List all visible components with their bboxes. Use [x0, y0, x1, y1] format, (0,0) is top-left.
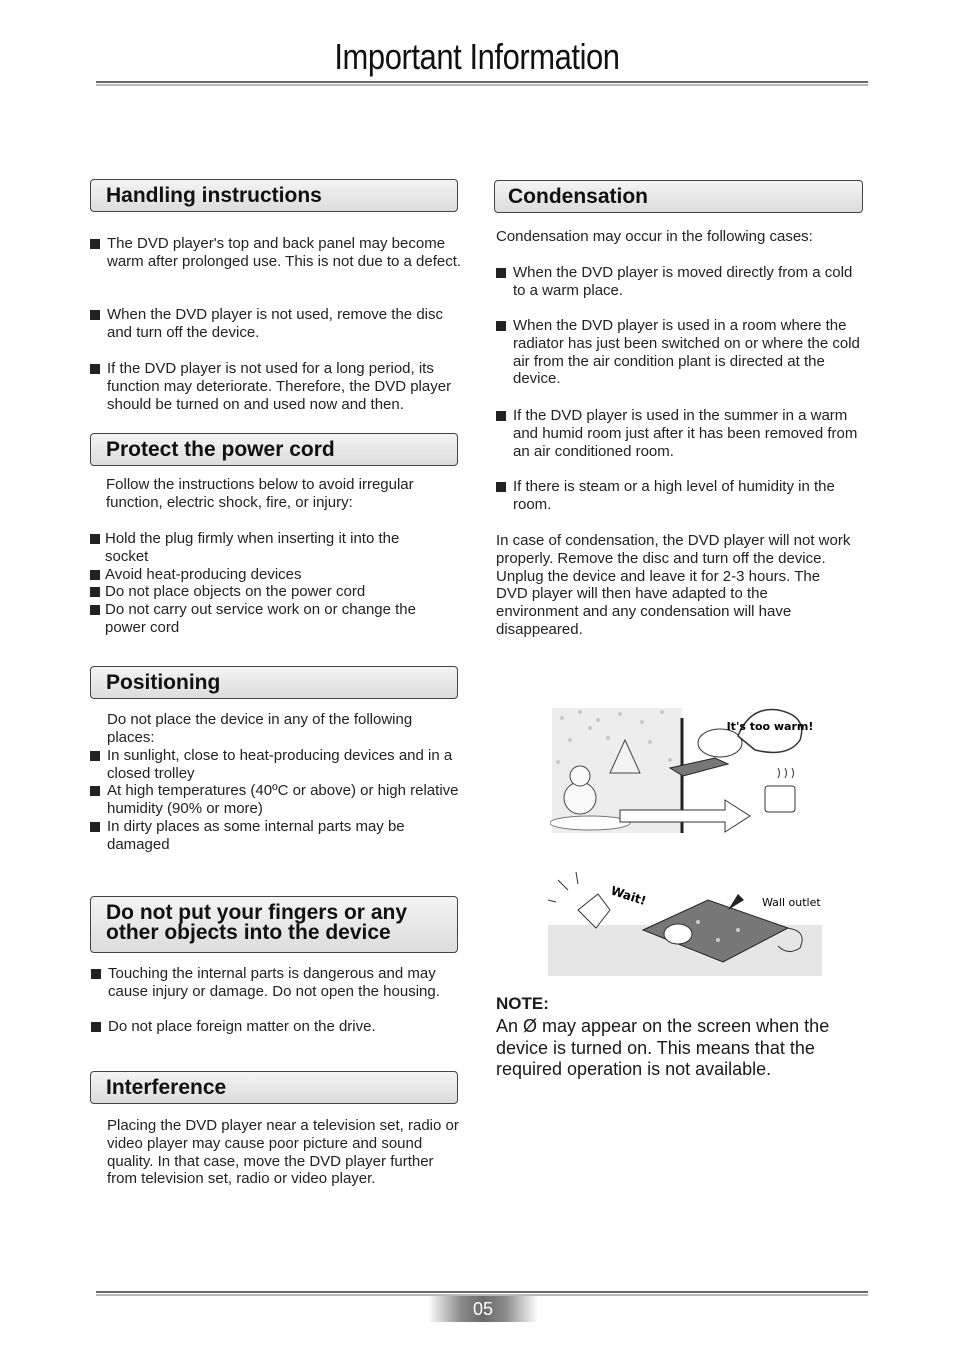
cold-to-warm-illustration: [550, 698, 815, 840]
fingers-heading: [90, 896, 458, 953]
positioning-heading: Positioning: [90, 666, 458, 699]
note-heading: NOTE:: [496, 994, 549, 1013]
interference-heading: Interference: [90, 1071, 458, 1104]
top-rule: [96, 81, 868, 86]
power-cord-item-1: Hold the plug firmly when inserting it into the socket: [90, 530, 435, 566]
handling-item-1: The DVD player's top and back panel may become warm after prolonged use. This is not due to a defect.: [90, 235, 465, 271]
condensation-intro: Condensation may occur in the following cases:: [496, 228, 813, 245]
power-cord-item-3: Do not place objects on the power cord: [90, 583, 465, 601]
positioning-item-3: In dirty places as some internal parts may be damaged: [90, 818, 460, 854]
power-cord-item-4: Do not carry out service work on or change the power cord: [90, 601, 455, 637]
power-cord-heading: Protect the power cord: [90, 433, 458, 466]
fingers-heading-line2: other objects into the device: [106, 921, 391, 944]
interference-text: Placing the DVD player near a television set, radio or video player may cause poor picture and sound quality. In that case, move the DVD player further from television set, radio or video player.: [107, 1117, 459, 1188]
fingers-item-2: Do not place foreign matter on the drive.: [91, 1018, 463, 1036]
fingers-item-1: Touching the internal parts is dangerous and may cause injury or damage. Do not open the housing.: [91, 965, 463, 1001]
bubble-text: It's too warm!: [726, 720, 814, 733]
condensation-outro: In case of condensation, the DVD player will not work properly. Remove the disc and turn off the device. Unplug the device and leave it for 2-3 hours. The DVD player will then have adapted to the environment and any condensation will have disappeared.: [496, 532, 851, 638]
note-text: An Ø may appear on the screen when the device is turned on. This means that the required operation is not available.: [496, 1016, 830, 1079]
power-cord-item-2: Avoid heat-producing devices: [90, 566, 465, 584]
condensation-item-4: If there is steam or a high level of humidity in the room.: [496, 478, 864, 514]
handling-item-2: When the DVD player is not used, remove the disc and turn off the device.: [90, 306, 465, 342]
positioning-item-1: In sunlight, close to heat-producing devices and in a closed trolley: [90, 747, 460, 783]
page-number: 05: [428, 1296, 538, 1322]
positioning-intro: Do not place the device in any of the following places:: [107, 711, 413, 746]
condensation-item-1: When the DVD player is moved directly from a cold to a warm place.: [496, 264, 858, 300]
power-cord-intro: Follow the instructions below to avoid irregular function, electric shock, fire, or injury:: [106, 476, 414, 511]
wait-text: Wait!: [609, 883, 648, 909]
handling-item-3: If the DVD player is not used for a long period, its function may deteriorate. Therefore, the DVD player should be turned on and used now and then.: [90, 360, 465, 413]
condensation-heading: Condensation: [494, 180, 863, 213]
wall-outlet-label: Wall outlet: [762, 896, 821, 909]
condensation-item-2: When the DVD player is used in a room where the radiator has just been switched on or where the cold air from the air condition plant is directed at the device.: [496, 317, 868, 388]
unplug-illustration: [548, 870, 822, 976]
fingers-heading-line1: Do not put your fingers or any: [106, 901, 408, 924]
positioning-item-2: At high temperatures (40ºC or above) or high relative humidity (90% or more): [90, 782, 460, 818]
page-title: Important Information: [334, 36, 620, 77]
condensation-item-3: If the DVD player is used in the summer in a warm and humid room just after it has been removed from an air conditioned room.: [496, 407, 858, 460]
handling-heading: Handling instructions: [90, 179, 458, 212]
